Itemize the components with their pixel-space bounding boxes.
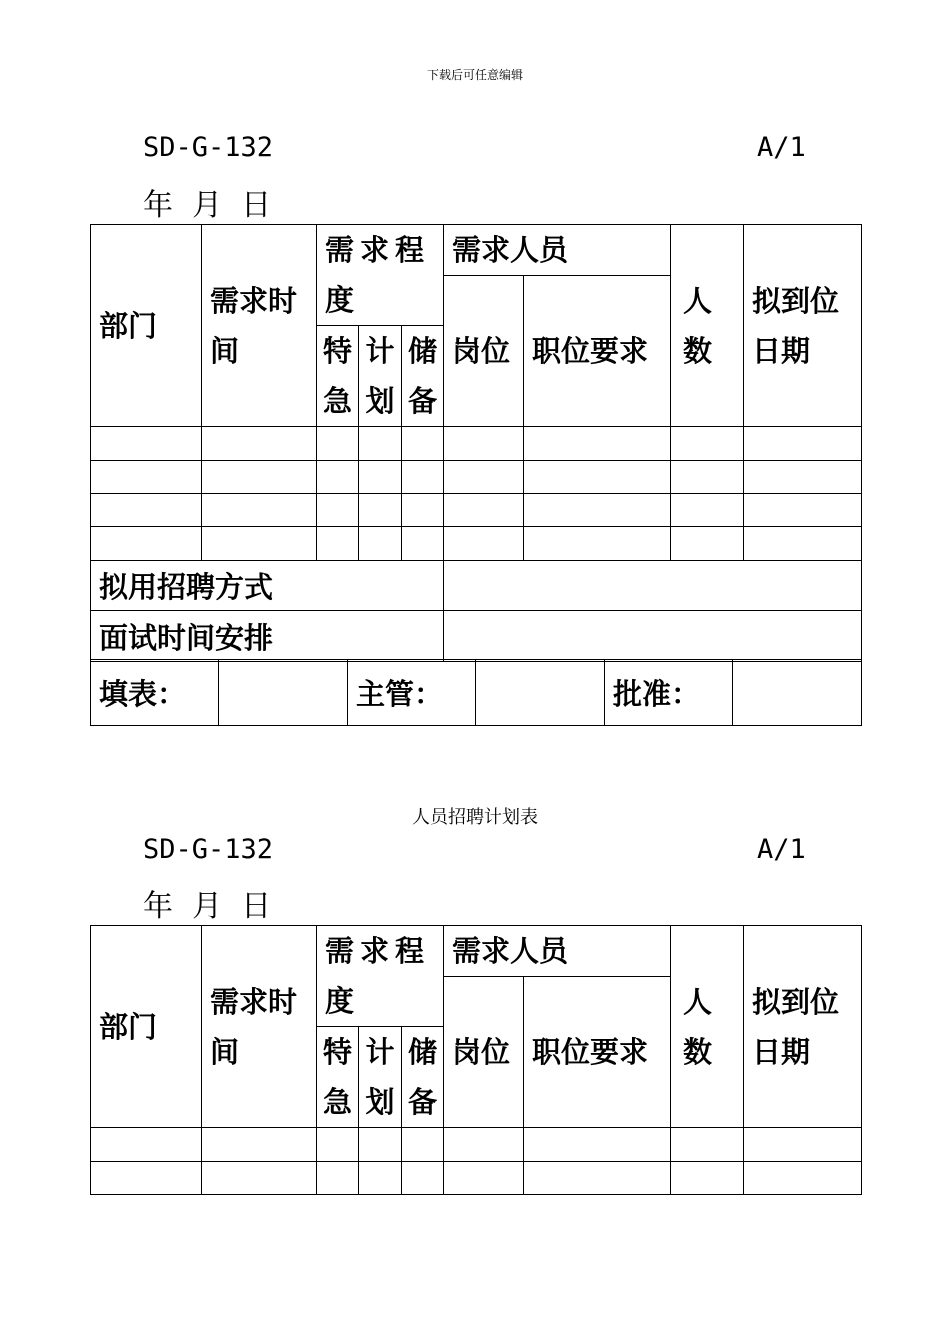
table-cell[interactable] (359, 461, 402, 494)
table-cell[interactable] (359, 427, 402, 461)
table-cell[interactable] (444, 427, 524, 461)
page-note: 下载后可任意编辑 (426, 68, 523, 82)
table-cell[interactable] (524, 1128, 671, 1162)
table-cell[interactable] (444, 527, 524, 561)
table-cell[interactable] (744, 494, 862, 527)
table-cell[interactable] (524, 494, 671, 527)
table-cell[interactable] (202, 1162, 317, 1195)
table-cell[interactable] (444, 1162, 524, 1195)
signature-table (90, 659, 862, 726)
table-cell[interactable] (317, 427, 359, 461)
table-cell[interactable] (317, 527, 359, 561)
table-cell[interactable] (91, 494, 202, 527)
table-cell[interactable] (444, 1128, 524, 1162)
recruitment-table-2 (90, 925, 862, 1195)
header-requirements: 职位要求 (524, 276, 671, 427)
table-cell[interactable] (317, 494, 359, 527)
table-row (91, 1128, 862, 1162)
table-cell[interactable] (671, 427, 744, 461)
form-version: A/1 (757, 834, 806, 865)
form-title: 人员招聘计划表 (412, 807, 538, 828)
header-demand-staff: 需求人员 (444, 926, 671, 977)
header-post: 岗位 (444, 977, 524, 1128)
table-cell[interactable] (202, 527, 317, 561)
header-demand-staff: 需求人员 (444, 225, 671, 276)
table-cell[interactable] (524, 427, 671, 461)
table-cell[interactable] (744, 1162, 862, 1195)
table-cell[interactable] (202, 494, 317, 527)
header-arrival-date: 拟到位日期 (744, 225, 862, 427)
table-cell[interactable] (671, 527, 744, 561)
table-cell[interactable] (317, 1162, 359, 1195)
table-cell[interactable] (444, 461, 524, 494)
table-cell[interactable] (202, 1128, 317, 1162)
table-cell[interactable] (91, 1162, 202, 1195)
header-plan: 计划 (359, 326, 402, 427)
header-reserve: 储备 (402, 1027, 444, 1128)
table-cell[interactable] (91, 1128, 202, 1162)
interview-schedule-field[interactable] (444, 611, 862, 662)
table-cell[interactable] (671, 1162, 744, 1195)
table-cell[interactable] (671, 1128, 744, 1162)
table-cell[interactable] (744, 1128, 862, 1162)
recruit-method-label: 拟用招聘方式 (91, 561, 444, 611)
table-cell[interactable] (524, 1162, 671, 1195)
header-plan: 计划 (359, 1027, 402, 1128)
header-count: 人数 (671, 926, 744, 1128)
table-cell[interactable] (202, 427, 317, 461)
supervisor-label: 主管： (348, 660, 476, 726)
table-cell[interactable] (671, 494, 744, 527)
table-cell[interactable] (444, 494, 524, 527)
approve-field[interactable] (733, 660, 862, 726)
table-cell[interactable] (202, 461, 317, 494)
header-demand-time: 需求时间 (202, 926, 317, 1128)
table-cell[interactable] (524, 461, 671, 494)
table-cell[interactable] (402, 527, 444, 561)
table-cell[interactable] (744, 427, 862, 461)
table-row (91, 494, 862, 527)
table-cell[interactable] (359, 527, 402, 561)
table-cell[interactable] (91, 427, 202, 461)
table-cell[interactable] (671, 461, 744, 494)
table-row (91, 527, 862, 561)
date-line: 年 月 日 (143, 188, 272, 223)
table-cell[interactable] (402, 1128, 444, 1162)
table-cell[interactable] (359, 494, 402, 527)
header-urgent: 特急 (317, 326, 359, 427)
header-urgent: 特急 (317, 1027, 359, 1128)
header-demand-time: 需求时间 (202, 225, 317, 427)
header-demand-level: 需求程度 (317, 225, 444, 326)
header-arrival-date: 拟到位日期 (744, 926, 862, 1128)
header-requirements: 职位要求 (524, 977, 671, 1128)
recruitment-table-1 (90, 224, 862, 662)
header-department: 部门 (91, 225, 202, 427)
supervisor-field[interactable] (476, 660, 605, 726)
table-cell[interactable] (317, 1128, 359, 1162)
table-row (91, 461, 862, 494)
fill-label: 填表： (91, 660, 219, 726)
table-cell[interactable] (91, 527, 202, 561)
date-line: 年 月 日 (143, 889, 272, 924)
table-cell[interactable] (524, 527, 671, 561)
table-row (91, 1162, 862, 1195)
form-code: SD-G-132 (143, 132, 274, 163)
table-cell[interactable] (317, 461, 359, 494)
table-cell[interactable] (402, 427, 444, 461)
header-count: 人数 (671, 225, 744, 427)
recruit-method-field[interactable] (444, 561, 862, 611)
interview-schedule-label: 面试时间安排 (91, 611, 444, 662)
header-department: 部门 (91, 926, 202, 1128)
table-cell[interactable] (359, 1162, 402, 1195)
header-post: 岗位 (444, 276, 524, 427)
header-demand-level: 需求程度 (317, 926, 444, 1027)
fill-field[interactable] (219, 660, 348, 726)
table-cell[interactable] (402, 461, 444, 494)
table-cell[interactable] (402, 1162, 444, 1195)
table-cell[interactable] (744, 461, 862, 494)
form-code: SD-G-132 (143, 834, 274, 865)
table-cell[interactable] (744, 527, 862, 561)
table-cell[interactable] (91, 461, 202, 494)
table-cell[interactable] (402, 494, 444, 527)
table-cell[interactable] (359, 1128, 402, 1162)
header-reserve: 储备 (402, 326, 444, 427)
form-version: A/1 (757, 132, 806, 163)
table-row (91, 427, 862, 461)
approve-label: 批准： (605, 660, 733, 726)
